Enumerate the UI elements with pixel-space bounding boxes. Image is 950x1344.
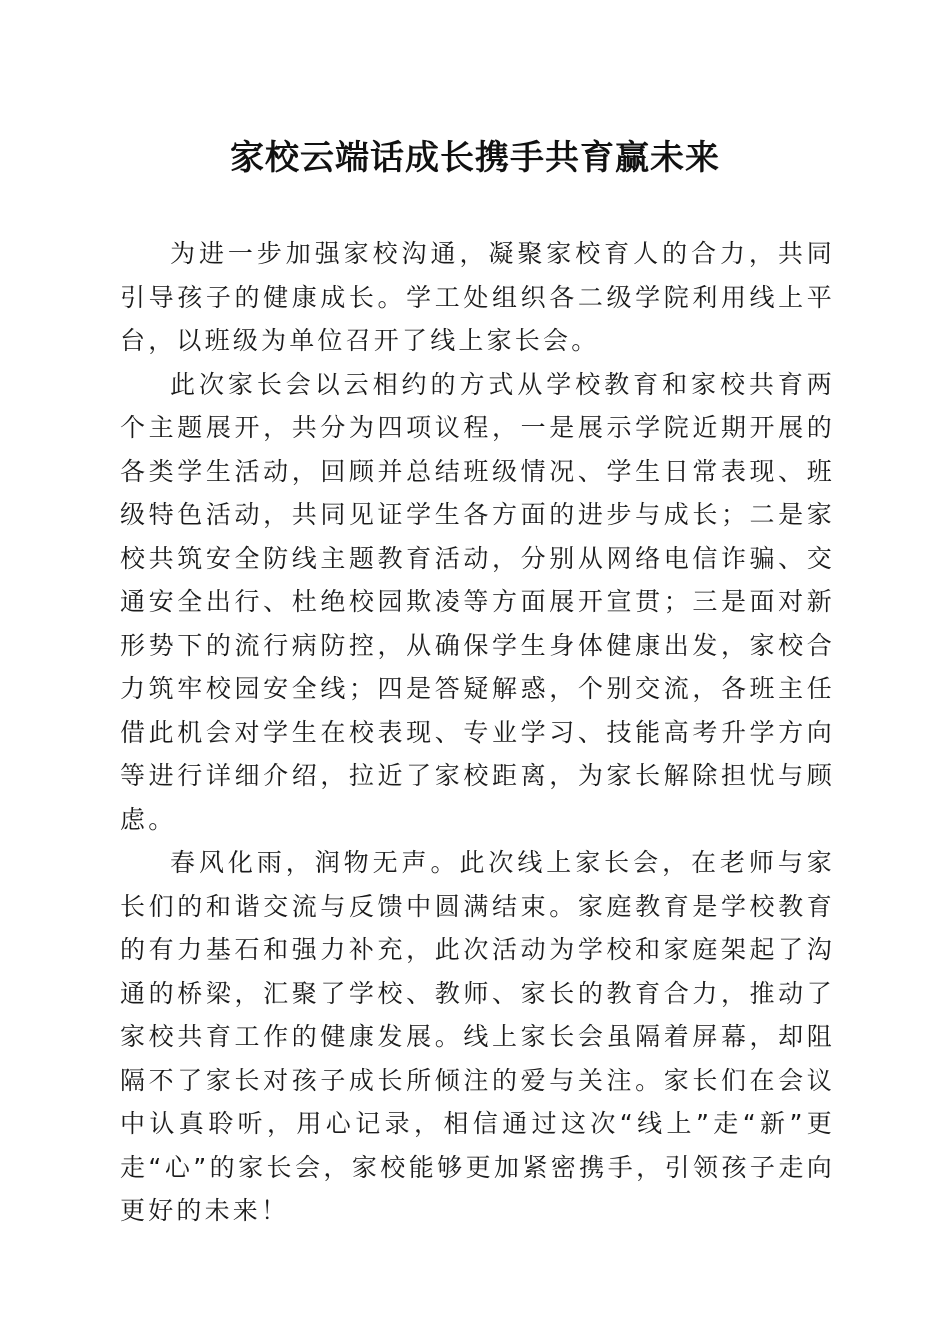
document-body [120,232,835,1233]
document-title: 家校云端话成长携手共育赢未来 [230,138,720,178]
paragraph-conclusion: 春风化雨，润物无声。此次线上家长会，在老师与家长们的和谐交流与反馈中圆满结束。家庭教育是学校教育的有力基石和强力补充，此次活动为学校和家庭架起了沟通的桥梁，汇聚了学校、教师、家长的教育合力，推动了家校共育工作的健康发展。线上家长会虽隔着屏幕，却阻隔不了家长对孩子成长所倾注的爱与关注。家长们在会议中认真聆听，用心记录，相信通过这次“线上”走“新”更走“心”的家长会，家校能够更加紧密携手，引领孩子走向更好的未来！ [120,848,835,1225]
paragraph-agenda: 此次家长会以云相约的方式从学校教育和家校共育两个主题展开，共分为四项议程，一是展示学院近期开展的各类学生活动，回顾并总结班级情况、学生日常表现、班级特色活动，共同见证学生各方面的进步与成长；二是家校共筑安全防线主题教育活动，分别从网络电信诈骗、交通安全出行、杜绝校园欺凌等方面展开宣贯；三是面对新形势下的流行病防控，从确保学生身体健康出发，家校合力筑牢校园安全线；四是答疑解惑，个别交流，各班主任借此机会对学生在校表现、专业学习、技能高考升学方向等进行详细介绍，拉近了家校距离，为家长解除担忧与顾虑。 [120,369,835,834]
paragraph-intro: 为进一步加强家校沟通，凝聚家校育人的合力，共同引导孩子的健康成长。学工处组织各二级学院利用线上平台，以班级为单位召开了线上家长会。 [120,239,835,355]
